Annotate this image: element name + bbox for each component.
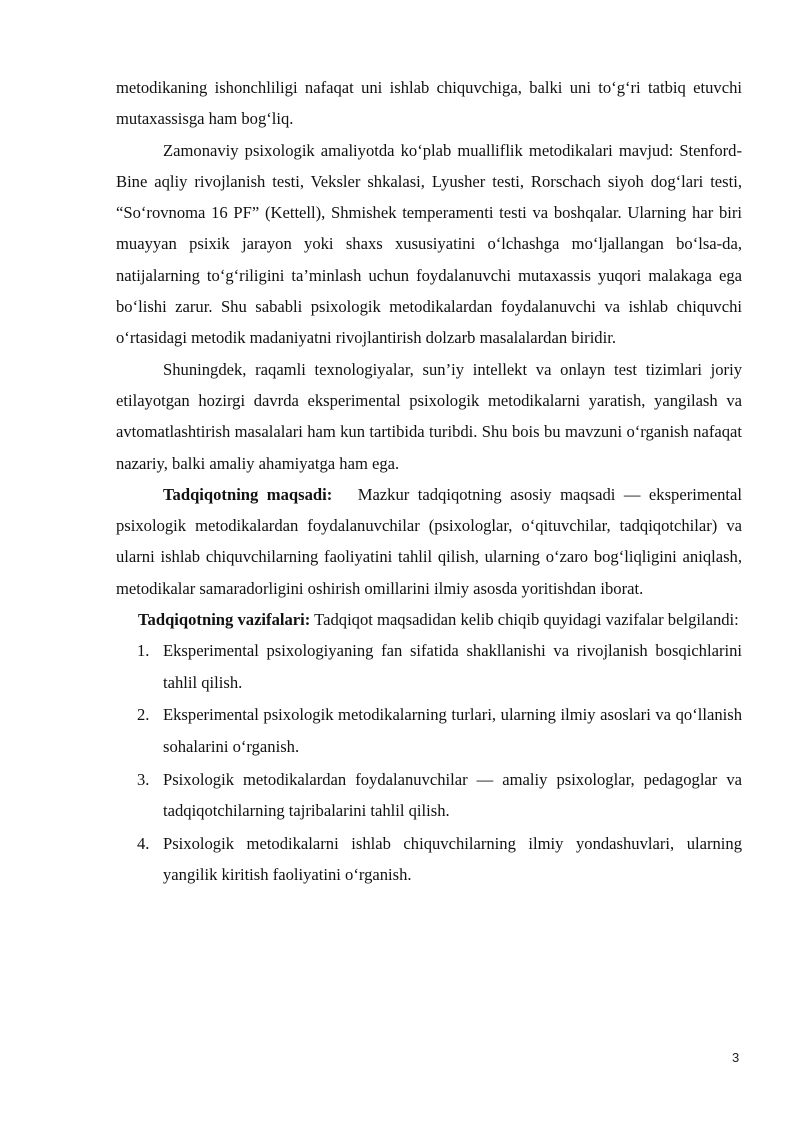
research-goal-label: Tadqiqotning maqsadi: — [163, 484, 333, 504]
list-item — [137, 828, 742, 891]
list-item — [137, 699, 742, 762]
paragraph-research-goal — [116, 479, 742, 604]
list-item-number: 4. — [137, 833, 150, 853]
research-tasks-text: Tadqiqot maqsadidan kelib chiqib quyidagi vazifalar belgilandi: — [314, 610, 739, 630]
paragraph-research-tasks — [116, 604, 742, 635]
list-item-text: Psixologik metodikalardan foydalanuvchilar — amaliy psixologlar, pedagoglar va tadqiqotchilarning tajribalarini tahlil qilish. — [163, 769, 742, 820]
list-item-text: Psixologik metodikalarni ishlab chiquvchilarning ilmiy yondashuvlari, ularning yangilik kiritish faoliyatini o‘rganish. — [163, 833, 742, 884]
list-item-number: 2. — [137, 705, 150, 725]
research-tasks-label: Tadqiqotning vazifalari: — [138, 610, 311, 630]
list-item-text: Eksperimental psixologiyaning fan sifatida shakllanishi va rivojlanish bosqichlarini tahlil qilish. — [163, 641, 742, 692]
list-item-text: Eksperimental psixologik metodikalarning turlari, ularning ilmiy asoslari va qo‘llanish sohalarini o‘rganish. — [163, 705, 742, 756]
paragraph-continuation: metodikaning ishonchliligi nafaqat uni ishlab chiquvchiga, balki uni to‘g‘ri tatbiq etuvchi mutaxassisga ham bog‘liq. — [116, 78, 742, 129]
research-goal-text: Mazkur tadqiqotning asosiy maqsadi — eksperimental psixologik metodikalardan foydalanuvchilar (psixologlar, o‘qituvchilar, tadqiqotchilar) va ularni ishlab chiquvchilarning faoliyatini tahlil qilish, ularning o‘zaro bog‘liqligini aniqlash, metodikalar samaradorligini oshirish omillarini ilmiy asosda yoritishdan iborat. — [116, 484, 742, 598]
list-item — [137, 764, 742, 827]
list-item-number: 1. — [137, 641, 150, 661]
list-item — [137, 635, 742, 698]
tasks-list — [116, 635, 742, 890]
paragraph-methods-list: Zamonaviy psixologik amaliyotda ko‘plab mualliflik metodikalari mavjud: Stenford-Bine aqliy rivojlanish testi, Veksler shkalasi, Lyusher testi, Rorschach siyoh dog‘lari testi, “So‘rovnoma 16 PF” (Kettell), Shmishek temperamenti testi va boshqalar. Ularning har biri muayyan psixik jarayon yoki shaxs xususiyatini o‘lchashga mo‘ljallangan bo‘lsa-da, natijalarning to‘g‘riligini ta’minlash uchun foydalanuvchi mutaxassis yuqori malakaga ega bo‘lishi zarur. Shu sababli psixologik metodikalardan foydalanuvchi va ishlab chiquvchi o‘rtasidagi metodik madaniyatni rivojlantirish dolzarb masalalardan biridir. — [116, 140, 742, 348]
paragraph-digital-technologies: Shuningdek, raqamli texnologiyalar, sun’iy intellekt va onlayn test tizimlari joriy etilayotgan hozirgi davrda eksperimental psixologik metodikalarni yaratish, yangilash va avtomatlashtirish masalalari ham kun tartibida turibdi. Shu bois bu mavzuni o‘rganish nafaqat nazariy, balki amaliy ahamiyatga ham ega. — [116, 359, 742, 473]
page-number: 3 — [732, 1050, 740, 1065]
list-item-number: 3. — [137, 769, 150, 789]
document-page — [116, 72, 742, 892]
